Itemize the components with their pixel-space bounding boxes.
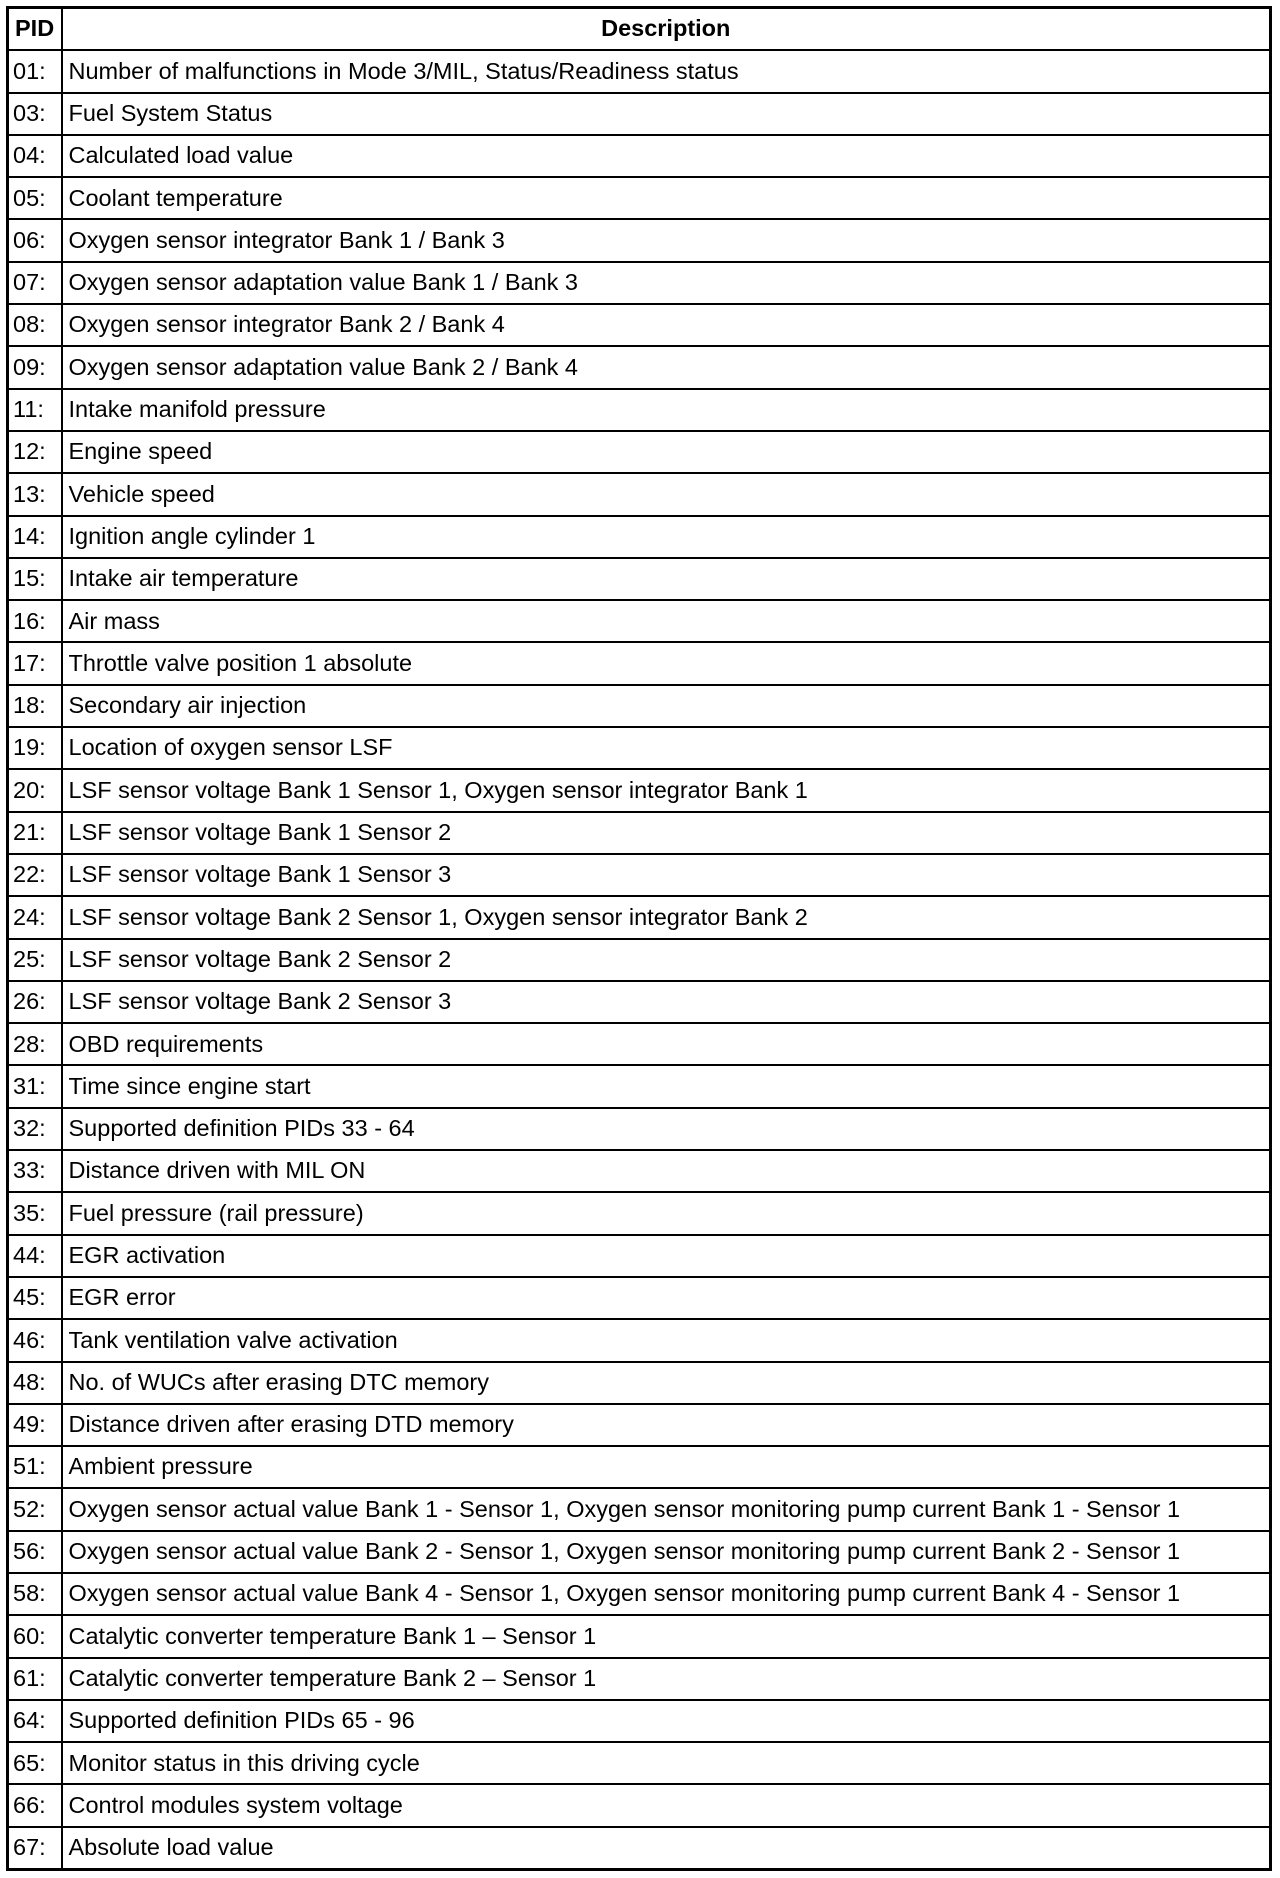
pid-cell: 11: [8, 389, 62, 431]
table-row [8, 1742, 1271, 1784]
description-cell: Air mass [62, 600, 1271, 642]
pid-cell: 06: [8, 219, 62, 261]
table-row [8, 1615, 1271, 1657]
pid-description-table [6, 6, 1272, 1871]
pid-cell: 08: [8, 304, 62, 346]
table-row [8, 1150, 1271, 1192]
description-cell: Ambient pressure [62, 1446, 1271, 1488]
table-row [8, 854, 1271, 896]
table-header-row [8, 8, 1271, 51]
description-cell: Oxygen sensor actual value Bank 4 - Sensor 1, Oxygen sensor monitoring pump current Bank 4 - Sensor 1 [62, 1573, 1271, 1615]
description-cell: Oxygen sensor adaptation value Bank 1 / Bank 3 [62, 262, 1271, 304]
description-cell: OBD requirements [62, 1023, 1271, 1065]
table-row [8, 1404, 1271, 1446]
description-cell: Control modules system voltage [62, 1784, 1271, 1826]
description-cell: LSF sensor voltage Bank 2 Sensor 3 [62, 981, 1271, 1023]
pid-cell: 44: [8, 1235, 62, 1277]
table-row [8, 1023, 1271, 1065]
description-cell: Vehicle speed [62, 473, 1271, 515]
table-row [8, 1784, 1271, 1826]
pid-cell: 49: [8, 1404, 62, 1446]
pid-cell: 05: [8, 177, 62, 219]
table-row [8, 727, 1271, 769]
description-cell: Monitor status in this driving cycle [62, 1742, 1271, 1784]
description-cell: Fuel System Status [62, 93, 1271, 135]
pid-cell: 17: [8, 642, 62, 684]
pid-cell: 66: [8, 1784, 62, 1826]
table-row [8, 685, 1271, 727]
description-cell: EGR activation [62, 1235, 1271, 1277]
description-cell: Catalytic converter temperature Bank 2 – Sensor 1 [62, 1658, 1271, 1700]
table-row [8, 262, 1271, 304]
description-cell: Oxygen sensor actual value Bank 2 - Sensor 1, Oxygen sensor monitoring pump current Bank 2 - Sensor 1 [62, 1531, 1271, 1573]
pid-cell: 13: [8, 473, 62, 515]
description-cell: LSF sensor voltage Bank 1 Sensor 3 [62, 854, 1271, 896]
table-row [8, 896, 1271, 938]
description-cell: Fuel pressure (rail pressure) [62, 1192, 1271, 1234]
description-column-header: Description [62, 8, 1271, 51]
pid-cell: 28: [8, 1023, 62, 1065]
table-row [8, 939, 1271, 981]
table-row [8, 1362, 1271, 1404]
table-row [8, 1446, 1271, 1488]
table-row [8, 769, 1271, 811]
description-cell: Engine speed [62, 431, 1271, 473]
description-cell: Time since engine start [62, 1065, 1271, 1107]
pid-cell: 09: [8, 346, 62, 388]
table-row [8, 1827, 1271, 1870]
pid-cell: 24: [8, 896, 62, 938]
description-cell: No. of WUCs after erasing DTC memory [62, 1362, 1271, 1404]
table-row [8, 1108, 1271, 1150]
description-cell: Location of oxygen sensor LSF [62, 727, 1271, 769]
description-cell: EGR error [62, 1277, 1271, 1319]
description-cell: LSF sensor voltage Bank 1 Sensor 1, Oxygen sensor integrator Bank 1 [62, 769, 1271, 811]
table-row [8, 812, 1271, 854]
description-cell: Secondary air injection [62, 685, 1271, 727]
table-row [8, 558, 1271, 600]
table-row [8, 431, 1271, 473]
table-row [8, 1658, 1271, 1700]
description-cell: LSF sensor voltage Bank 2 Sensor 2 [62, 939, 1271, 981]
description-cell: Throttle valve position 1 absolute [62, 642, 1271, 684]
table-row [8, 1192, 1271, 1234]
pid-cell: 58: [8, 1573, 62, 1615]
description-cell: Distance driven after erasing DTD memory [62, 1404, 1271, 1446]
pid-cell: 26: [8, 981, 62, 1023]
pid-cell: 21: [8, 812, 62, 854]
pid-cell: 56: [8, 1531, 62, 1573]
description-cell: Distance driven with MIL ON [62, 1150, 1271, 1192]
description-cell: Oxygen sensor adaptation value Bank 2 / Bank 4 [62, 346, 1271, 388]
table-row [8, 1065, 1271, 1107]
description-cell: Supported definition PIDs 33 - 64 [62, 1108, 1271, 1150]
table-row [8, 1700, 1271, 1742]
table-row [8, 981, 1271, 1023]
pid-cell: 64: [8, 1700, 62, 1742]
description-cell: Intake manifold pressure [62, 389, 1271, 431]
table-row [8, 1235, 1271, 1277]
table-row [8, 346, 1271, 388]
pid-cell: 25: [8, 939, 62, 981]
description-cell: Oxygen sensor integrator Bank 1 / Bank 3 [62, 219, 1271, 261]
table-row [8, 177, 1271, 219]
pid-cell: 19: [8, 727, 62, 769]
table-row [8, 516, 1271, 558]
pid-cell: 15: [8, 558, 62, 600]
description-cell: Oxygen sensor integrator Bank 2 / Bank 4 [62, 304, 1271, 346]
table-row [8, 473, 1271, 515]
description-cell: Tank ventilation valve activation [62, 1319, 1271, 1361]
table-row [8, 1319, 1271, 1361]
pid-cell: 03: [8, 93, 62, 135]
description-cell: Coolant temperature [62, 177, 1271, 219]
description-cell: LSF sensor voltage Bank 1 Sensor 2 [62, 812, 1271, 854]
pid-cell: 51: [8, 1446, 62, 1488]
table-row [8, 50, 1271, 92]
pid-cell: 60: [8, 1615, 62, 1657]
pid-cell: 33: [8, 1150, 62, 1192]
description-cell: Oxygen sensor actual value Bank 1 - Sensor 1, Oxygen sensor monitoring pump current Bank 1 - Sensor 1 [62, 1488, 1271, 1530]
pid-cell: 07: [8, 262, 62, 304]
description-cell: Catalytic converter temperature Bank 1 – Sensor 1 [62, 1615, 1271, 1657]
description-cell: Supported definition PIDs 65 - 96 [62, 1700, 1271, 1742]
pid-cell: 46: [8, 1319, 62, 1361]
pid-cell: 45: [8, 1277, 62, 1319]
table-body [8, 50, 1271, 1869]
pid-cell: 31: [8, 1065, 62, 1107]
table-row [8, 1277, 1271, 1319]
description-cell: Ignition angle cylinder 1 [62, 516, 1271, 558]
table-row [8, 600, 1271, 642]
pid-cell: 14: [8, 516, 62, 558]
description-cell: Calculated load value [62, 135, 1271, 177]
table-row [8, 219, 1271, 261]
pid-cell: 48: [8, 1362, 62, 1404]
table-row [8, 304, 1271, 346]
pid-cell: 32: [8, 1108, 62, 1150]
table-row [8, 1573, 1271, 1615]
description-cell: LSF sensor voltage Bank 2 Sensor 1, Oxygen sensor integrator Bank 2 [62, 896, 1271, 938]
pid-cell: 01: [8, 50, 62, 92]
pid-cell: 20: [8, 769, 62, 811]
description-cell: Number of malfunctions in Mode 3/MIL, Status/Readiness status [62, 50, 1271, 92]
description-cell: Intake air temperature [62, 558, 1271, 600]
description-cell: Absolute load value [62, 1827, 1271, 1870]
pid-cell: 35: [8, 1192, 62, 1234]
table-row [8, 135, 1271, 177]
pid-cell: 16: [8, 600, 62, 642]
pid-cell: 18: [8, 685, 62, 727]
pid-column-header: PID [8, 8, 62, 51]
table-row [8, 1531, 1271, 1573]
table-row [8, 389, 1271, 431]
pid-cell: 65: [8, 1742, 62, 1784]
pid-cell: 04: [8, 135, 62, 177]
pid-cell: 61: [8, 1658, 62, 1700]
table-row [8, 1488, 1271, 1530]
pid-cell: 67: [8, 1827, 62, 1870]
table-row [8, 642, 1271, 684]
pid-cell: 12: [8, 431, 62, 473]
pid-cell: 22: [8, 854, 62, 896]
pid-cell: 52: [8, 1488, 62, 1530]
table-row [8, 93, 1271, 135]
